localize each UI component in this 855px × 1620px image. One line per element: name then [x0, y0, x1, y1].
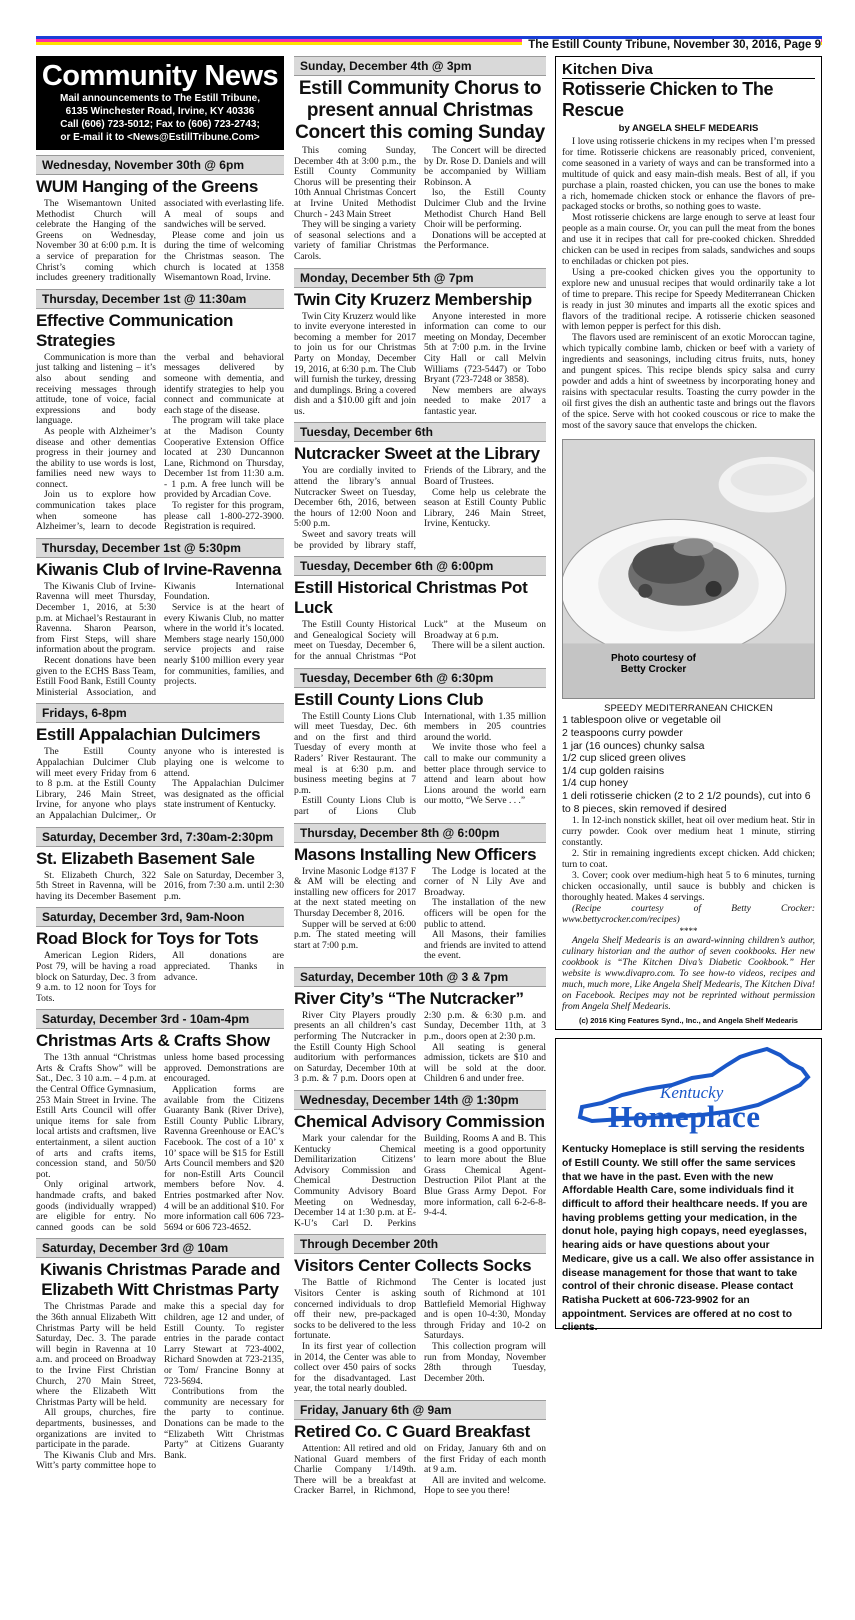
- event-headline: St. Elizabeth Basement Sale: [36, 848, 255, 868]
- event-headline: Estill Appalachian Dulcimers: [36, 725, 261, 745]
- event-date-band: Saturday, December 3rd, 7:30am-2:30pm: [36, 827, 284, 847]
- event-headline: Retired Co. C Guard Breakfast: [294, 1421, 530, 1441]
- ingredient: 1 jar (16 ounces) chunky salsa: [562, 739, 705, 752]
- event-body: [294, 146, 546, 263]
- event-road-block-for-toys-for-tots: [36, 907, 284, 1004]
- event-kiwanis-club-of-irvine-ravenna: [36, 538, 284, 699]
- author-bio: Angela Shelf Medearis is an award-winning children’s author, culinary historian and the author of seven cookbooks. Her new cookbook is “The Kitchen Diva’s Diabetic Cookbook.” Her website is www.divapro.com. To see how-to videos, recipes and much, much more, Like Angela Shelf Medearis, The Kitchen Diva! on Facebook. Recipes may not be reprinted without permission from Angela Shelf Medearis.: [562, 936, 815, 1013]
- event-headline: Road Block for Toys for Tots: [36, 929, 259, 949]
- kitchen-diva-headline: Rotisserie Chicken to The Rescue: [562, 79, 774, 120]
- event-paragraph: The Estill County Historical and Genealogical Society will meet on Tuesday, December 6, for the annual Christmas “Pot Luck” at the Museum on Broadway at 6 p.m.: [294, 620, 546, 662]
- event-headline: Estill Community Chorus to present annual Christmas Concert this coming Sunday: [295, 78, 545, 143]
- event-paragraph: Donations will be accepted at the Performance.: [424, 230, 546, 252]
- event-date-band: Thursday, December 1st @ 5:30pm: [36, 538, 284, 558]
- event-paragraph: There will be a silent auction.: [432, 641, 545, 652]
- event-date-band: Thursday, December 8th @ 6:00pm: [294, 823, 546, 843]
- logo-wordmark: Homeplace: [608, 1099, 761, 1135]
- kitchen-diva-byline: by ANGELA SHELF MEDEARIS: [618, 123, 759, 134]
- event-headline: Masons Installing New Officers: [294, 844, 537, 864]
- mail-line: or E-mail it to <News@EstillTribune.Com>: [60, 132, 260, 143]
- event-headline: Kiwanis Club of Irvine-Ravenna: [36, 559, 282, 579]
- event-date-band: Tuesday, December 6th @ 6:00pm: [294, 556, 546, 576]
- recipe-step: 1. In 12-inch nonstick skillet, heat oil over medium heat. Stir in curry powder. Cook over medium heat 1 minute, stirring constantly.: [562, 816, 815, 849]
- kitchen-diva-article: [562, 137, 815, 431]
- column-features: [555, 56, 822, 1334]
- event-masons-installing-new-officers: [294, 823, 546, 962]
- event-paragraph: The Wisemantown United Methodist Church will celebrate the Hanging of the Greens on Wednesday, November 30 at 6:00 p.m. It is a service of preparation for Christ’s coming which includes greenery traditionally associated with everlasting life. A meal of soups and sandwiches will be served.: [36, 199, 284, 284]
- page-folio: The Estill County Tribune, November 30, 2016, Page 9: [522, 39, 821, 51]
- event-date-band: Tuesday, December 6th @ 6:30pm: [294, 668, 546, 688]
- event-nutcracker-sweet-at-the-library: [294, 422, 546, 551]
- event-paragraph: The installation of the new officers will be open for the public to attend.: [424, 898, 546, 930]
- event-body: [36, 1302, 284, 1472]
- event-paragraph: The Estill County Appalachian Dulcimer Club will meet every Friday from 6 to 8 p.m. at the Estill County Library, 246 Main Street, Irvine, for anyone who plays an Appalachian Dulcimer,. Or anyone who is interested is playing one is welcome to attend.: [36, 747, 284, 821]
- event-paragraph: All seating is general admission, tickets are $10 and will be sold at the door. Children 6 and under free.: [424, 1042, 546, 1085]
- event-paragraph: The Christmas Parade and the 36th annual Elizabeth Witt Christmas Party will be held Saturday, Dec. 3. The parade will begin in Ravenna at 10 a.m. and proceed on Broadway to the Irvine First Christian Church, 270 Main Street, where the Elizabeth Witt Christmas Party will be held.: [36, 1302, 156, 1408]
- article-paragraph: Most rotisserie chickens are large enough to serve at least four people as a main course. Or, you can pull the meat from the bones and use it in recipes that call for pre-cooked chicken. Shredded chicken can be used in recipes from salads, sandwiches and soups to enchiladas or chicken pot pies.: [562, 213, 815, 267]
- kentucky-homeplace-logo: [562, 1045, 815, 1139]
- event-date-band: Thursday, December 1st @ 11:30am: [36, 289, 284, 309]
- event-headline: Kiwanis Christmas Parade and Elizabeth Witt Christmas Party: [39, 1260, 281, 1300]
- event-body: [294, 1278, 546, 1395]
- event-kiwanis-christmas-parade-and-elizabeth-w: [36, 1238, 284, 1472]
- event-headline: Estill County Lions Club: [294, 689, 484, 709]
- logo-script-text: Kentucky: [660, 1083, 724, 1103]
- event-paragraph: Recent donations have been given to the ECHS Bass Team, Estill Food Bank, Estill County Ministerial Association, and Kiwanis International Foundation.: [36, 581, 284, 698]
- event-paragraph: Please come and join us during the time of welcoming the Christmas season. The church is located at 1358 Wisemantown Road, Irvine.: [164, 230, 284, 284]
- article-paragraph: Using a pre-cooked chicken gives you the opportunity to explore new and unusual recipes that would ordinarily take a lot of time to prepare. This recipe for Speedy Mediterranean Chicken is ready in just 30 minutes and imparts all the exotic spices and flavors of the traditional recipe. A rotisserie chicken seasoned with lemon pepper is perfect for this dish.: [562, 267, 815, 333]
- recipe-step: 3. Cover; cook over medium-high heat 5 to 6 minutes, turning chicken occasionally, until sauce is bubbly and chicken is thoroughly heated. Makes 4 servings.: [562, 871, 815, 904]
- event-paragraph: All Masons, their families and friends are invited to attend the event.: [424, 930, 546, 962]
- event-paragraph: The Center is located just south of Richmond at 101 Battlefield Memorial Highway and is open 10-4:30, Monday through Friday and 10-2 on Saturdays.: [424, 1278, 546, 1342]
- photo-caption-line: Betty Crocker: [620, 664, 687, 676]
- event-paragraph: The Estill County Lions Club will meet Tuesday, Dec. 6th and on the first and third Tuesday of every month at Raders’ River Restaurant. The meal is at 6:30 p.m. and business meeting begins at 7 p.m.: [294, 711, 416, 796]
- column-community-news-right: [294, 56, 546, 1497]
- event-paragraph: To register for this program, please call 1-800-272-3900. Registration is required.: [164, 501, 284, 533]
- mail-line: 6135 Winchester Road, Irvine, KY 40336: [65, 106, 255, 117]
- ingredient-list: [562, 714, 815, 815]
- event-christmas-arts-crafts-show: [36, 1009, 284, 1233]
- chicken-photo: [562, 439, 815, 699]
- ingredient: 2 teaspoons curry powder: [562, 727, 683, 740]
- event-paragraph: The Concert will be directed by Dr. Rose D. Daniels and will be accompanied by William Robinson. A: [424, 146, 546, 188]
- recipe-steps: [562, 816, 815, 926]
- event-paragraph: Join us to explore how communication takes place when someone has Alzheimer’s, learn to decode the verbal and behavioral messages delivered by someone with dementia, and identify strategies to help you connect and communicate at each stage of the disease.: [36, 352, 284, 533]
- event-body: [294, 312, 546, 418]
- event-paragraph: They will be singing a variety of seasonal selections and a variety of familiar Christmas Carols.: [294, 220, 416, 262]
- event-paragraph: Come help us celebrate the season at Estill County Public Library, 246 Main Street, Irvine, Kentucky.: [424, 487, 546, 530]
- mail-line: Call (606) 723-5012; Fax to (606) 723-2743;: [60, 119, 260, 130]
- kitchen-diva-box: [555, 56, 822, 1030]
- event-paragraph: Sweet and savory treats will be provided by library staff, Friends of the Library, and the Board of Trustees.: [294, 466, 546, 551]
- ingredient: 1/4 cup honey: [562, 777, 628, 790]
- event-paragraph: lso, the Estill County Dulcimer Club and the Irvine Methodist Church Hand Bell Choir will be performing.: [424, 188, 546, 231]
- event-paragraph: We invite those who feel a call to make our community a better place through service to attend and learn about how Lions around the world earn our motto, “We Serve . . .”: [424, 743, 546, 807]
- event-paragraph: Only original artwork, handmade crafts, and baked goods (individually wrapped) are eligible for entry. No canned goods can be sold unless home based processing approved. Demonstrations are encouraged.: [36, 1053, 284, 1233]
- event-visitors-center-collects-socks: [294, 1234, 546, 1395]
- event-estill-community-chorus-to-present-annua: [294, 56, 546, 263]
- event-date-band: Wednesday, November 30th @ 6pm: [36, 155, 284, 175]
- recipe-title: SPEEDY MEDITERRANEAN CHICKEN: [604, 703, 773, 715]
- event-paragraph: The Kiwanis Club of Irvine-Ravenna will meet Thursday, December 1, 2016, at 5:30 p.m. at Michael’s Restaurant in Ravenna. Sharon Pearson, from First Steps, will share information about the program.: [36, 581, 156, 656]
- event-headline: River City’s “The Nutcracker”: [294, 988, 524, 1008]
- ingredient: 1 deli rotisserie chicken (2 to 2 1/2 pounds), cut into 6 to 8 pieces, skin removed if desired: [562, 790, 811, 815]
- event-paragraph: New members are always needed to make 2017 a fantastic year.: [424, 385, 546, 417]
- ingredient: 1/2 cup sliced green olives: [562, 752, 686, 765]
- event-paragraph: River City Players proudly presents an all children’s cast performing The Nutcracker in the Estill County High School auditorium with performances on Saturday, December 10th at 3 p.m. & 7 p.m. Doors open at 2:30 p.m. & 6:30 p.m. and Sunday, December 11th, at 3 p.m., doors open at 2:30 p.m.: [294, 1010, 546, 1085]
- event-paragraph: The 13th annual “Christmas Arts & Crafts Show” will be Sat., Dec. 3 10 a.m. – 4 p.m. at the Central Office Gymnasium, 253 Main Street in Irvine. The Estill Arts Council will offer unique items for sale from local artists and craftsmen, live entertainment, a silent auction of arts and crafts items, concession stand, and 50/50 pot.: [36, 1053, 156, 1180]
- event-paragraph: The Appalachian Dulcimer was designated as the official state instrument of Kentucky.: [164, 779, 284, 811]
- event-body: [36, 747, 284, 821]
- copyright-line: (c) 2016 King Features Synd., Inc., and Angela Shelf Medearis: [579, 1016, 798, 1026]
- event-body: [36, 582, 284, 699]
- event-paragraph: Supper will be served at 6:00 p.m. The stated meeting will start at 7:00 p.m.: [294, 919, 416, 951]
- event-paragraph: The Kiwanis Club and Mrs. Witt’s party committee hope to make this a special day for children, age 12 and under, of Estill County. To register entries in the parade contact Larry Stewart at 723-4002, Richard Snowden at 723-2135, or Tom/ Francine Bonny at 723-5694.: [36, 1302, 284, 1472]
- event-headline: Visitors Center Collects Socks: [294, 1256, 532, 1276]
- event-estill-appalachian-dulcimers: [36, 703, 284, 821]
- article-paragraph: I love using rotisserie chickens in my recipes when I’m pressed for time. Rotisserie chickens are reasonably priced, convenient, come seasoned in a variety of ways and can be transformed into a multitude of quick and easy main-dish meals. Best of all, if you purchase a plain, roasted chicken, you can use the bones to make a rich, homemade chicken stock or enhance the flavors of pre-packaged stocks or broths, so nothing goes to waste.: [562, 137, 815, 213]
- event-estill-historical-christmas-pot-luck: [294, 556, 546, 662]
- event-date-band: Saturday, December 3rd, 9am-Noon: [36, 907, 284, 927]
- event-paragraph: The Battle of Richmond Visitors Center is asking concerned individuals to drop off their new, pre-packaged socks to be delivered to the less fortunate.: [294, 1278, 416, 1342]
- article-paragraph: The flavors used are reminiscent of an exotic Moroccan tagine, which typically combine lamb, chicken or beef with a variety of ingredients and seasonings, including citrus fruits, nuts, honey and pungent spices. This recipe blends spicy salsa and curry powder and adds a hint of sweetness by incorporating honey and raisins with spectacular results. Toasting the curry powder in the oil first gives the dish an authentic taste and brings out the flavors of the spice. Serve with hot cooked couscous or rice to make the most of the savory sauce that envelops the chicken.: [562, 333, 815, 431]
- event-paragraph: The Lodge is located at the corner of N Lily Ave and Broadway.: [424, 866, 546, 898]
- event-paragraph: Contributions from the community are necessary for the party to continue. Donations can be made to the “Elizabeth Witt Christmas Party” at Citizens Guaranty Bank.: [164, 1387, 284, 1461]
- event-date-band: Saturday, December 10th @ 3 & 7pm: [294, 967, 546, 987]
- event-body: [294, 620, 546, 662]
- event-paragraph: In its first year of collection in 2014, the Center was able to collect over 450 pairs of socks for the disadvantaged. Last year, the total nearly doubled.: [294, 1341, 416, 1395]
- event-headline: WUM Hanging of the Greens: [36, 177, 259, 196]
- event-body: [294, 712, 546, 818]
- event-body: [36, 871, 284, 903]
- event-paragraph: Anyone interested in more information can come to our meeting on Monday, December 5th at 7:00 p.m. in the Irvine City Hall or call Melvin Williams (723-5447) or Tobo Bryant (723-7248 or 3858).: [424, 311, 546, 386]
- event-date-band: Friday, January 6th @ 9am: [294, 1400, 546, 1420]
- event-wum-hanging-of-the-greens: [36, 155, 284, 284]
- event-body: [36, 951, 284, 1004]
- event-headline: Estill Historical Christmas Pot Luck: [294, 578, 528, 618]
- event-headline: Twin City Kruzerz Membership: [294, 289, 532, 309]
- event-twin-city-kruzerz-membership: [294, 268, 546, 418]
- event-body: [294, 1011, 546, 1085]
- event-paragraph: You are cordially invited to attend the library’s annual Nutcracker Sweet on Tuesday, December 6th, 2016, between the hours of 12:00 Noon and 5:00 p.m.: [294, 466, 416, 530]
- event-paragraph: All are invited and welcome. Hope to see you there!: [424, 1475, 546, 1497]
- event-retired-co-c-guard-breakfast: [294, 1400, 546, 1497]
- kentucky-homeplace-ad: [555, 1038, 822, 1334]
- event-headline: Nutcracker Sweet at the Library: [294, 444, 540, 464]
- separator-stars: ****: [679, 926, 698, 937]
- event-paragraph: St. Elizabeth Church, 322 5th Street in Ravenna, will be having its December Basement Sale on Saturday, December 3, 2016, from 7:30 a.m. until 2:30 p.m.: [36, 870, 284, 902]
- event-body: [294, 1134, 546, 1229]
- kitchen-diva-title: Kitchen Diva: [562, 61, 815, 79]
- event-body: [36, 353, 284, 533]
- event-paragraph: Application forms are available from the Citizens Guaranty Bank (River Drive), Estill County Public Library, Ravenna Greenhouse or EAC’s Facebook. The cost of a 10’ x 10’ space will be $15 for Estill Arts Council members and $20 for non-Estill Arts Council members before Nov. 4. Entries postmarked after Nov. 4 will be an additional $10. For more information call 606 723-5694 or 606 723-4652.: [164, 1085, 284, 1233]
- community-news-title: Community News: [41, 60, 279, 92]
- event-paragraph: The program will take place at the Madison County Cooperative Extension Office located at 230 Duncannon Lane, Richmond on Thursday, December 1st from 11:30 a.m. - 1 p.m. A free lunch will be provided by Arcadian Cove.: [164, 416, 284, 501]
- event-paragraph: This collection program will run from Monday, November 28th through Tuesday, December 20th.: [424, 1341, 546, 1384]
- event-date-band: Monday, December 5th @ 7pm: [294, 268, 546, 288]
- community-news-header: [36, 56, 284, 150]
- event-st-elizabeth-basement-sale: [36, 827, 284, 903]
- event-paragraph: All donations are appreciated. Thanks in advance.: [164, 951, 284, 983]
- event-paragraph: As people with Alzheimer’s disease and other dementias progress in their journey and the ability to use words is lost, families need new ways to connect.: [36, 426, 156, 490]
- event-date-band: Wednesday, December 14th @ 1:30pm: [294, 1090, 546, 1110]
- event-paragraph: Communication is more than just talking and listening – it’s also about sending and receiving messages through attitude, tone of voice, facial expressions and body language.: [36, 352, 156, 427]
- event-paragraph: Irvine Masonic Lodge #137 F & AM will be electing and installing new officers for 2017 at the next stated meeting on Thursday December 8, 2016.: [294, 866, 416, 919]
- event-body: [294, 1444, 546, 1497]
- event-estill-county-lions-club: [294, 668, 546, 818]
- event-body: [294, 867, 546, 962]
- event-chemical-advisory-commission: [294, 1090, 546, 1229]
- event-date-band: Saturday, December 3rd @ 10am: [36, 1238, 284, 1258]
- event-headline: Effective Communication Strategies: [36, 310, 234, 350]
- event-date-band: Through December 20th: [294, 1234, 546, 1254]
- event-paragraph: This coming Sunday, December 4th at 3:00 p.m., the Estill County Community Chorus will be presenting their 10th Annual Christmas Concert at Irvine United Methodist Church - 243 Main Street: [294, 146, 416, 220]
- event-date-band: Tuesday, December 6th: [294, 422, 546, 442]
- event-headline: Chemical Advisory Commission: [294, 1112, 545, 1132]
- recipe-credit: (Recipe courtesy of Betty Crocker: www.bettycrocker.com/recipes): [562, 904, 815, 926]
- event-paragraph: Attention: All retired and old National Guard members of Charlie Company 1/149th. There will be a breakfast at Cracker Barrel, in Richmond, on Friday, January 6th and on the first Friday of each month at 9 a.m.: [294, 1443, 546, 1497]
- event-paragraph: American Legion Riders, Post 79, will be having a road block on Saturday, Dec. 3 from 9 a.m. to 12 noon for Toys for Tots.: [36, 951, 156, 1004]
- event-body: [36, 199, 284, 284]
- event-paragraph: Estill County Lions Club is part of Lions Club International, with 1.35 million members in 205 countries around the world.: [294, 711, 546, 817]
- recipe-step: 2. Stir in remaining ingredients except chicken. Add chicken; turn to coat.: [562, 849, 815, 871]
- event-paragraph: Mark your calendar for the Kentucky Chemical Demilitarization Citizens’ Advisory Commission and Chemical Destruction Community Advisory Board Meeting on Wednesday, December 14 at 1:30 p.m. at E-K-U’s Carl D. Perkins Building, Rooms A and B. This meeting is a good opportunity to learn more about the Blue Grass Chemical Agent-Destruction Pilot Plant at the Blue Grass Army Depot. For more information, call 6-2-6-8-9-4-4.: [294, 1134, 546, 1229]
- event-effective-communication-strategies: [36, 289, 284, 533]
- mail-line: Mail announcements to The Estill Tribune,: [59, 93, 261, 104]
- event-paragraph: Service is at the heart of every Kiwanis Club, no matter where in the world it’s located. Members stage nearly 150,000 service projects and raise nearly $100 million every year for communities, families, and projects.: [164, 603, 284, 688]
- ingredient: 1/4 cup golden raisins: [562, 764, 665, 777]
- photo-caption: [611, 653, 696, 675]
- event-body: [294, 466, 546, 551]
- ingredient: 1 tablespoon olive or vegetable oil: [562, 714, 721, 727]
- event-paragraph: Twin City Kruzerz would like to invite everyone interested in becoming a member for 2017 to join us for our Christmas Party on Monday, December 19, 2016, at 6:30 p.m. The Club will furnish the turkey, dressing and dumplings. Bring a covered dish and a $10.00 gift and join us.: [294, 311, 416, 417]
- event-paragraph: All groups, churches, fire departments, businesses, and organizations are invited to participate in the parade.: [36, 1408, 156, 1451]
- event-date-band: Saturday, December 3rd - 10am-4pm: [36, 1009, 284, 1029]
- event-river-city-s-the-nutcracker: [294, 967, 546, 1085]
- event-date-band: Fridays, 6-8pm: [36, 703, 284, 723]
- column-community-news-left: [36, 56, 284, 1472]
- photo-caption-line: Photo courtesy of: [611, 653, 697, 665]
- event-headline: Christmas Arts & Crafts Show: [36, 1031, 270, 1051]
- event-body: [36, 1053, 284, 1233]
- event-date-band: Sunday, December 4th @ 3pm: [294, 56, 546, 76]
- homeplace-ad-text: Kentucky Homeplace is still serving the residents of Estill County. We still offer the same services that we have in the past. Even with the new Affordable Health Care, some individuals find it difficult to afford their healthcare needs. If you are having problems getting your medication, in the donut hole, paying high copays, need eyeglasses, hearing aids or have questions about your Medicare, give us a call. We also offer assistance in disease management for those that want to take control of their chronic disease. Please contact Ratisha Puckett at 606-723-9902 for an appointment. Services are offered at no cost to clients.: [562, 1144, 815, 1334]
